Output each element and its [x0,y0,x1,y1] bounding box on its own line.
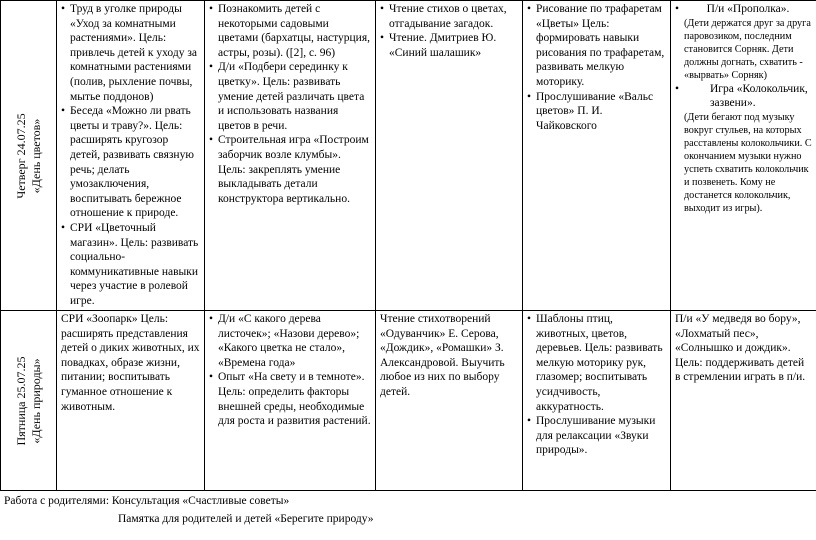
activity-cell [205,311,376,491]
games-cell [671,311,816,491]
list-item: • Прослушивание «Вальс цветов» П. И. Чайковского [527,90,666,134]
list-item: • Рисование по трафаретам «Цветы» Цель: формировать навыки рисования по трафаретам, развивать мелкую моторику. [527,2,666,90]
cell-text: П/и «У медведя во бору», «Лохматый пес», «Солнышко и дождик». Цель: поддерживать детей в стремлении играть в п/и. [675,313,806,384]
list-item: • Строительная игра «Построим заборчик возле клумбы». Цель: закреплять умение выкладывать детали конструктора вертикально. [209,133,371,206]
list-item: • Труд в уголке природы «Уход за комнатными растениями». Цель: привлечь детей к уходу за комнатными растениями (полив, рыхление почвы, мытье поддонов) [61,2,200,104]
day-cell [1,311,57,491]
parents-consultation: Работа с родителями: Консультация «Счастливые советы» [4,495,290,507]
day-theme: «День природы» [28,357,43,444]
game-title: • Игра «Колокольчик, зазвени». [710,82,808,110]
list-item: • Познакомить детей с некоторыми садовыми цветами (бархатцы, настурция, астры, розы). ([2], с. 96) [209,2,371,60]
activity-cell [376,1,523,311]
list-item: • Чтение стихов о цветах, отгадывание загадок. [380,2,518,31]
list-item: • Чтение. Дмитриев Ю. «Синий шалашик» [380,31,518,60]
activity-list [380,2,518,60]
activity-cell [57,311,205,491]
cell-text: Чтение стихотворений «Одуванчик» Е. Серова, «Дождик», «Ромашки» З. Александровой. Выучить любое из них по выбору детей. [380,313,505,398]
table-row [1,1,816,311]
day-date: Пятница 25.07.25 [13,355,28,446]
activity-list [527,2,666,133]
games-cell [671,1,816,311]
activity-cell [523,1,671,311]
list-item: • Беседа «Можно ли рвать цветы и траву?». Цель: расширять кругозор детей, развивать связную речь; делать умозаключения, воспитывать бережное отношение к природе. [61,104,200,221]
activity-cell [205,1,376,311]
activity-list [209,312,371,429]
game-description: (Дети держатся друг за друга паровозиком, последним становится Сорняк. Дети должны догнать, схватить - «вырвать» Сорняк) [684,17,811,81]
activity-list [61,2,200,308]
list-item: • Д/и «Подбери серединку к цветку». Цель: развивать умение детей различать цвета и использовать названия цветов в речи. [209,60,371,133]
list-item: • Д/и «С какого дерева листочек»; «Назови дерево»; «Какого цветка не стало», «Времена года» [209,312,371,370]
parents-memo: Памятка для родителей и детей «Берегите природу» [118,513,374,525]
list-item: • СРИ «Цветочный магазин». Цель: развивать социально-коммуникативные навыки через участие в ролевой игре. [61,221,200,309]
table-row [1,311,816,491]
cell-text: СРИ «Зоопарк» Цель: расширять представления детей о диких животных, их повадках, образе жизни, питании; воспитывать гуманное отношение к животным. [61,313,200,413]
list-item [675,2,812,82]
games-list [675,2,812,215]
day-label [14,113,44,198]
game-title: • П/и «Прополка». [706,3,790,15]
list-item: • Опыт «На свету и в темноте». Цель: определить факторы внешней среды, необходимые для роста и развития растений. [209,370,371,428]
activity-list [209,2,371,206]
list-item: • Прослушивание музыки для релаксации «Звуки природы». [527,414,666,458]
day-date: Четверг 24.07.25 [13,112,28,199]
activity-cell [376,311,523,491]
activity-cell [57,1,205,311]
day-theme: «День цветов» [28,118,43,193]
activity-list [527,312,666,458]
game-description: (Дети бегают под музыку вокруг стульев, на которых расставлены колокольчики. С окончанием музыки нужно успеть схватить колокольчик и позвенеть. Кому не достанется колокольчик, выходит из игры). [684,111,812,214]
list-item: • Шаблоны птиц, животных, цветов, деревьев. Цель: развивать мелкую моторику рук, глазомер; воспитывать усидчивость, аккуратность. [527,312,666,414]
day-cell [1,1,57,311]
list-item [675,82,812,215]
activity-cell [523,311,671,491]
day-label [14,356,44,445]
